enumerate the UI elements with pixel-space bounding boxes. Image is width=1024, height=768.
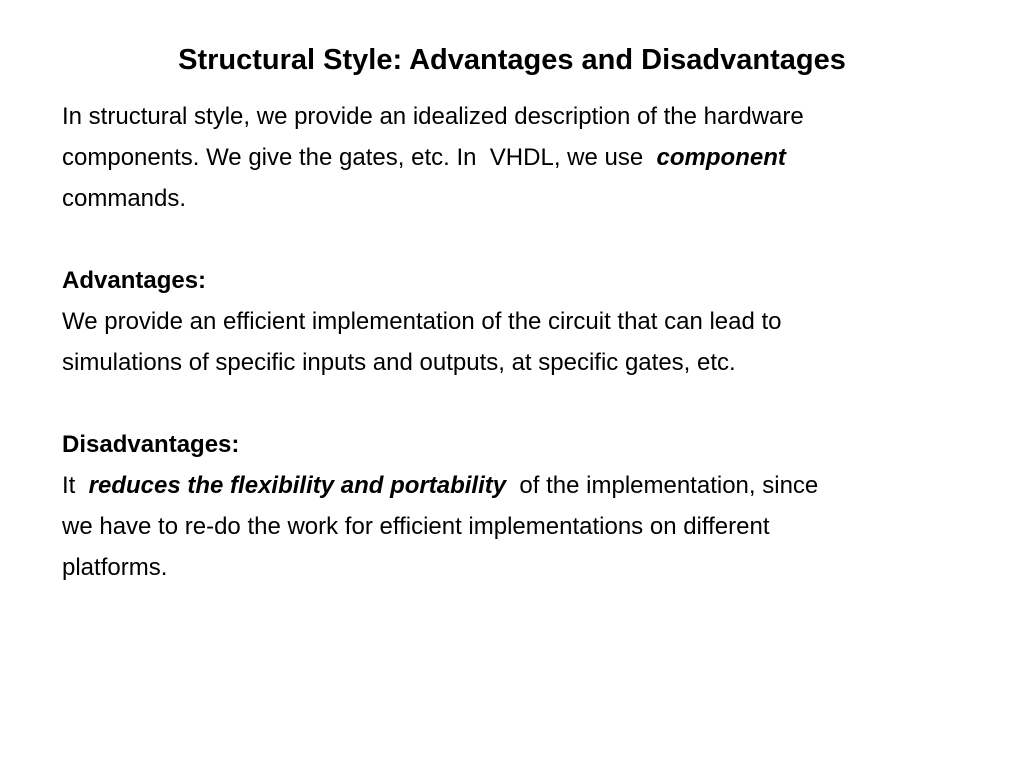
component-keyword: component	[656, 144, 786, 171]
disadvantages-line-3: platforms.	[62, 554, 168, 581]
advantages-line-2: simulations of specific inputs and outputs, at specific gates, etc.	[62, 349, 736, 376]
disadvantages-line-1-suffix: of the implementation, since	[506, 472, 819, 499]
disadvantages-heading: Disadvantages:	[62, 431, 240, 458]
advantages-line-1: We provide an efficient implementation of the circuit that can lead to	[62, 308, 782, 335]
disadvantages-line-1-prefix: It	[62, 472, 89, 499]
intro-line-3: commands.	[62, 185, 187, 212]
intro-line-2-text: components. We give the gates, etc. In VHDL, we use	[62, 144, 657, 171]
disadvantages-line-2: we have to re-do the work for efficient implementations on different	[62, 513, 770, 540]
disadvantages-line-1	[62, 465, 992, 506]
advantages-heading: Advantages:	[62, 267, 207, 294]
intro-line-2	[62, 137, 992, 178]
slide-body	[62, 96, 992, 588]
disadvantages-emphasis: reduces the flexibility and portability	[88, 472, 507, 499]
spacer	[62, 383, 992, 424]
slide-title: Structural Style: Advantages and Disadvantages	[178, 44, 846, 76]
spacer	[62, 219, 992, 260]
intro-line-1: In structural style, we provide an idealized description of the hardware	[62, 103, 804, 130]
